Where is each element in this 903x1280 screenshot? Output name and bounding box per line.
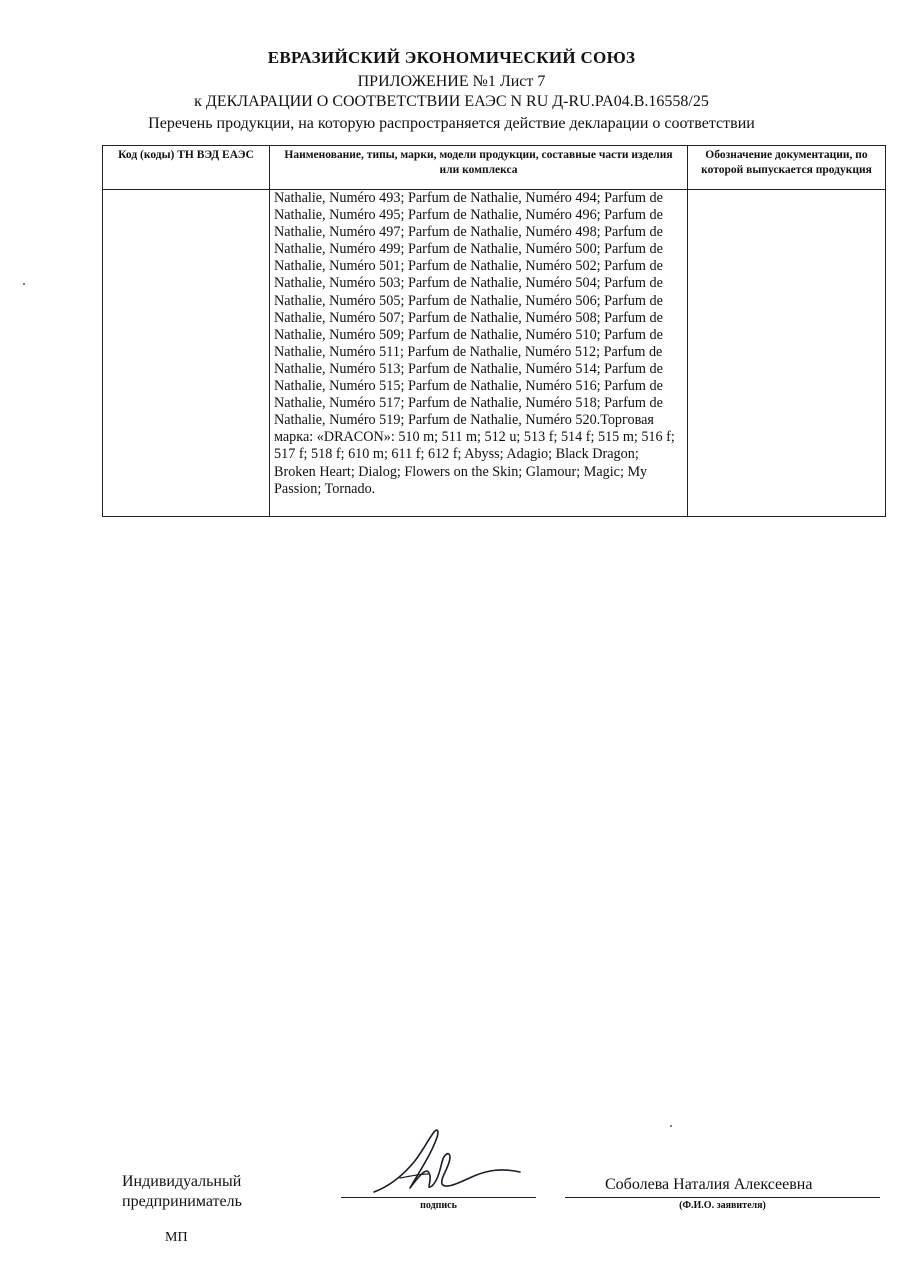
product-names-cell: Nathalie, Numéro 493; Parfum de Nathalie, Numéro 494; Parfum de Nathalie, Numéro 495; Parfum de Nathalie, Numéro 496; Parfum de Nathalie, Numéro 497; Parfum de Nathalie, Numéro 498; Parfum de Nathalie, Numéro 499; Parfum de Nathalie, Numéro 500; Parfum de Nathalie, Numéro 501; Parfum de Nathalie, Numéro 502; Parfum de Nathalie, Numéro 503; Parfum de Nathalie, Numéro 504; Parfum de Nathalie, Numéro 505; Parfum de Nathalie, Numéro 506; Parfum de Nathalie, Numéro 507; Parfum de Nathalie, Numéro 508; Parfum de Nathalie, Numéro 509; Parfum de Nathalie, Numéro 510; Parfum de Nathalie, Numéro 511; Parfum de Nathalie, Numéro 512; Parfum de Nathalie, Numéro 513; Parfum de Nathalie, Numéro 514; Parfum de Nathalie, Numéro 515; Parfum de Nathalie, Numéro 516; Parfum de Nathalie, Numéro 517; Parfum de Nathalie, Numéro 518; Parfum de Nathalie, Numéro 519; Parfum de Nathalie, Numéro 520.Торговая марка: «DRACON»: 510 m; 511 m; 512 u; 513 f; 514 f; 515 m; 516 f; 517 f; 518 f; 610 m; 611 f; 612 f; Abyss; Adagio; Black Dragon; Broken Heart; Dialog; Flowers on the Skin; Glamour; Magic; My Passion; Tornado. [270,190,688,517]
handwritten-signature [370,1126,530,1200]
applicant-status-line-2: предприниматель [122,1193,242,1210]
scan-speck [23,283,25,285]
signature-caption: подпись [420,1200,457,1211]
union-title: ЕВРАЗИЙСКИЙ ЭКОНОМИЧЕСКИЙ СОЮЗ [267,48,636,67]
declaration-reference: к ДЕКЛАРАЦИИ О СООТВЕТСТВИИ ЕАЭС N RU Д-RU.PA04.B.16558/25 [194,93,709,110]
stamp-place: МП [165,1230,188,1245]
appendix-title: ПРИЛОЖЕНИЕ №1 Лист 7 [357,73,546,90]
applicant-name-line [565,1197,880,1198]
code-cell [103,190,270,517]
scan-speck [670,1125,672,1127]
column-header-documentation: Обозначение документации, по которой выпускается продукция [688,146,886,190]
product-list-caption: Перечень продукции, на которую распространяется действие декларации о соответствии [148,115,755,132]
column-header-names: Наименование, типы, марки, модели продукции, составные части изделия или комплекса [270,146,688,190]
column-header-code: Код (коды) ТН ВЭД ЕАЭС [103,146,270,190]
table-header-row [103,146,886,190]
applicant-status [122,1172,242,1212]
documentation-cell [688,190,886,517]
signature-line [341,1197,536,1198]
applicant-status-line-1: Индивидуальный [122,1173,242,1190]
table-row [103,190,886,517]
applicant-name: Соболева Наталия Алексеевна [605,1176,813,1193]
applicant-name-caption: (Ф.И.О. заявителя) [679,1200,766,1211]
product-table [102,145,886,517]
